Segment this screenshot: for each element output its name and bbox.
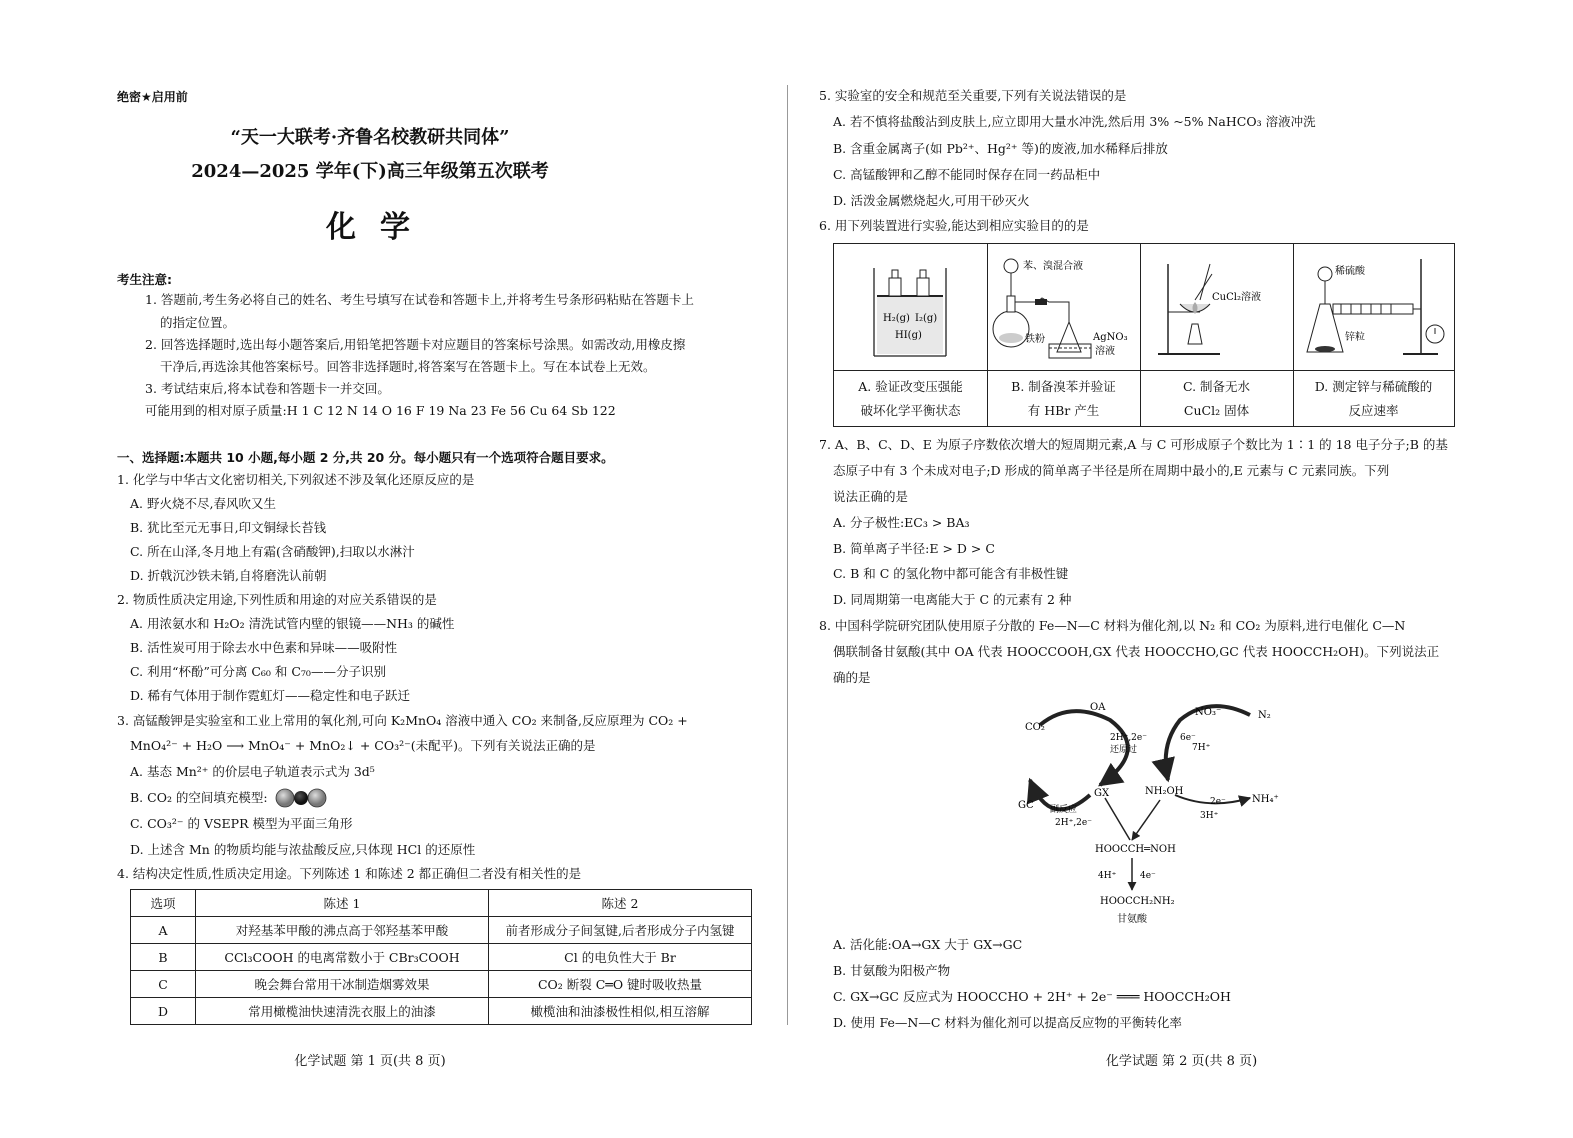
apparatus-label: 苯、溴混合液 (1023, 261, 1083, 272)
table-cell: 橄榄油和油漆极性相似,相互溶解 (489, 998, 752, 1025)
q8-reaction-diagram (1010, 700, 1290, 930)
notice-line: 的指定位置。 (160, 315, 236, 330)
question-stem: 说法正确的是 (833, 489, 909, 504)
question-option: A. 基态 Mn²⁺ 的价层电子轨道表示式为 3d⁵ (130, 764, 375, 779)
table-cell: Cl 的电负性大于 Br (489, 944, 752, 971)
question-option: A. 用浓氨水和 H₂O₂ 清洗试管内壁的银镜——NH₃ 的碱性 (130, 616, 455, 631)
question-option: B. 甘氨酸为阳极产物 (833, 963, 951, 978)
q6-option-b (987, 244, 1141, 426)
diagram-label: 还原过 (1110, 745, 1138, 755)
apparatus-label: H₂(g) (883, 313, 910, 324)
table-cell: C (131, 971, 196, 998)
question-option: D. 使用 Fe—N—C 材料为催化剂可以提高反应物的平衡转化率 (833, 1015, 1182, 1030)
table-cell: B (131, 944, 196, 971)
apparatus-label: 溶液 (1095, 346, 1115, 357)
notice-heading: 考生注意: (117, 272, 172, 287)
notice-line: 1. 答题前,考生务必将自己的姓名、考生号填写在试卷和答题卡上,并将考生号条形码粘贴在答题卡上 (145, 292, 694, 307)
q6-caption (1140, 370, 1293, 426)
question-stem: 3. 高锰酸钾是实验室和工业上常用的氧化剂,可向 K₂MnO₄ 溶液中通入 CO₂ 来制备,反应原理为 CO₂ + (117, 713, 688, 728)
apparatus-label: 铁粉 (1025, 334, 1045, 345)
q6-caption-line: 反应速率 (1348, 403, 1399, 418)
question-option: C. B 和 C 的氢化物中都可能含有非极性键 (833, 566, 1069, 581)
question-option: D. 活泼金属燃烧起火,可用干砂灭火 (833, 193, 1030, 208)
table-cell: CCl₃COOH 的电离常数小于 CBr₃COOH (196, 944, 489, 971)
notice-line: 2. 回答选择题时,选出每小题答案后,用铅笔把答题卡对应题目的答案标号涂黑。如需改动,用橡皮擦 (145, 337, 686, 352)
q6-option-a (834, 244, 988, 426)
diagram-label: OA (1090, 702, 1106, 713)
subject-title: 化学 (326, 210, 434, 245)
question-stem: MnO₄²⁻ + H₂O ⟶ MnO₄⁻ + MnO₂↓ + CO₃²⁻(未配平)。下列有关说法正确的是 (130, 738, 596, 753)
diagram-label: 7H⁺ (1192, 743, 1211, 753)
q6-caption-line: CuCl₂ 固体 (1183, 403, 1250, 418)
diagram-label: HOOCCH═NOH (1095, 844, 1176, 855)
apparatus-label: AgNO₃ (1093, 332, 1128, 343)
question-option: D. 同周期第一电离能大于 C 的元素有 2 种 (833, 592, 1072, 607)
exam-title-line1: “天一大联考·齐鲁名校教研共同体” (230, 127, 510, 148)
diagram-label: 2H⁺,2e⁻ (1055, 818, 1092, 828)
diagram-label: 副反应 (1050, 805, 1078, 815)
diagram-label: GX (1094, 788, 1110, 799)
diagram-label: 甘氨酸 (1117, 914, 1147, 925)
question-option: C. 高锰酸钾和乙醇不能同时保存在同一药品柜中 (833, 167, 1101, 182)
q6-caption (987, 370, 1140, 426)
question-option: D. 上述含 Mn 的物质均能与浓盐酸反应,只体现 HCl 的还原性 (130, 842, 476, 857)
question-stem: 6. 用下列装置进行实验,能达到相应实验目的的是 (819, 218, 1089, 233)
diagram-label: NO₃⁻ (1195, 707, 1222, 718)
table-header: 陈述 2 (489, 890, 752, 917)
question-option: A. 活化能:OA→GX 大于 GX→GC (833, 937, 1023, 952)
exam-title-line2: 2024—2025 学年(下)高三年级第五次联考 (191, 161, 549, 182)
question-stem: 4. 结构决定性质,性质决定用途。下列陈述 1 和陈述 2 都正确但二者没有相关性的是 (117, 866, 582, 881)
table-row (131, 944, 752, 971)
q6-option-c (1140, 244, 1294, 426)
q6-apparatus-table (833, 243, 1455, 427)
notice-line: 干净后,再选涂其他答案标号。回答非选择题时,将答案写在答题卡上。写在本试卷上无效。 (160, 359, 656, 374)
section-heading: 一、选择题:本题共 10 小题,每小题 2 分,共 20 分。每小题只有一个选项符合题目要求。 (117, 450, 614, 465)
apparatus-label: 稀硫酸 (1335, 266, 1365, 277)
diagram-label: 4e⁻ (1140, 871, 1156, 881)
diagram-label: CO₂ (1025, 722, 1045, 733)
q6-caption-line: 有 HBr 产生 (1027, 403, 1100, 418)
table-cell: A (131, 917, 196, 944)
diagram-label: HOOCCH₂NH₂ (1100, 896, 1175, 907)
question-stem: 偶联制备甘氨酸(其中 OA 代表 HOOCCOOH,GX 代表 HOOCCHO,GC 代表 HOOCCH₂OH)。下列说法正 (833, 644, 1440, 659)
diagram-label: 4H⁺ (1098, 871, 1117, 881)
apparatus-label: CuCl₂溶液 (1212, 292, 1261, 303)
diagram-label: 6e⁻ (1180, 733, 1196, 743)
q6-caption-line: D. 测定锌与稀硫酸的 (1314, 379, 1433, 394)
notice-line: 3. 考试结束后,将本试卷和答题卡一并交回。 (145, 381, 390, 396)
atomic-mass-line: 可能用到的相对原子质量:H 1 C 12 N 14 O 16 F 19 Na 23 Fe 56 Cu 64 Sb 122 (145, 403, 616, 418)
q6-caption-line: B. 制备溴苯并验证 (1011, 379, 1116, 394)
co2-space-filling-model (275, 788, 327, 808)
table-row (131, 998, 752, 1025)
question-option: A. 若不慎将盐酸沾到皮肤上,应立即用大量水冲洗,然后用 3% ~5% NaHCO₃ 溶液冲洗 (833, 114, 1316, 129)
table-header: 陈述 1 (196, 890, 489, 917)
page-footer: 化学试题 第 1 页(共 8 页) (294, 1054, 446, 1069)
q6-caption-line: A. 验证改变压强能 (858, 379, 963, 394)
rate-measurement-apparatus-icon (1293, 244, 1454, 370)
q6-option-d (1293, 244, 1454, 426)
question-option: B. 简单离子半径:E > D > C (833, 541, 995, 556)
diagram-label: 2H⁺,2e⁻ (1110, 733, 1147, 743)
question-option: A. 野火烧不尽,春风吹又生 (130, 496, 276, 511)
table-cell: CO₂ 断裂 C═O 键时吸收热量 (489, 971, 752, 998)
question-stem: 1. 化学与中华古文化密切相关,下列叙述不涉及氧化还原反应的是 (117, 472, 475, 487)
table-cell: 对羟基苯甲酸的沸点高于邻羟基苯甲酸 (196, 917, 489, 944)
question-option: B. CO₂ 的空间填充模型: (130, 790, 268, 805)
diagram-label: NH₄⁺ (1252, 794, 1279, 805)
question-stem: 确的是 (833, 670, 871, 685)
question-option: C. 所在山泽,冬月地上有霜(含硝酸钾),扫取以水淋汁 (130, 544, 415, 559)
question-option: B. 活性炭可用于除去水中色素和异味——吸附性 (130, 640, 398, 655)
question-option: D. 折戟沉沙铁未销,自将磨洗认前朝 (130, 568, 327, 583)
table-cell: 晚会舞台常用干冰制造烟雾效果 (196, 971, 489, 998)
question-option: C. 利用“杯酚”可分离 C₆₀ 和 C₇₀——分子识别 (130, 664, 386, 679)
question-stem: 5. 实验室的安全和规范至关重要,下列有关说法错误的是 (819, 88, 1127, 103)
q6-caption (1293, 370, 1454, 426)
question-option: C. CO₃²⁻ 的 VSEPR 模型为平面三角形 (130, 816, 353, 831)
table-cell: 常用橄榄油快速清洗衣服上的油漆 (196, 998, 489, 1025)
bromobenzene-apparatus-icon (987, 244, 1140, 370)
question-stem: 7. A、B、C、D、E 为原子序数依次增大的短周期元素,A 与 C 可形成原子个数比为 1∶1 的 18 电子分子;B 的基 (819, 437, 1448, 452)
question-option: A. 分子极性:EC₃ > BA₃ (833, 515, 970, 530)
apparatus-label: I₂(g) (915, 313, 938, 324)
table-row (131, 917, 752, 944)
evaporation-apparatus-icon (1140, 244, 1293, 370)
table-cell: D (131, 998, 196, 1025)
diagram-label: GC (1018, 800, 1034, 811)
apparatus-label: 锌粒 (1345, 332, 1365, 343)
question-stem: 态原子中有 3 个未成对电子;D 形成的简单离子半径是所在周期中最小的,E 元素与 C 元素同族。下列 (833, 463, 1390, 478)
question-option: C. GX→GC 反应式为 HOOCCHO + 2H⁺ + 2e⁻ ═══ HOOCCH₂OH (833, 989, 1231, 1004)
table-row (131, 971, 752, 998)
diagram-label: 3H⁺ (1200, 811, 1219, 821)
table-cell: 前者形成分子间氢键,后者形成分子内氢键 (489, 917, 752, 944)
q6-caption (834, 370, 987, 426)
q6-caption-line: C. 制备无水 (1182, 379, 1251, 394)
question-option: D. 稀有气体用于制作霓虹灯——稳定性和电子跃迁 (130, 688, 411, 703)
secret-label: 绝密★启用前 (117, 90, 188, 104)
question-stem: 2. 物质性质决定用途,下列性质和用途的对应关系错误的是 (117, 592, 437, 607)
question-option: B. 犹比至元无事日,印文铜绿长苔钱 (130, 520, 327, 535)
pressure-cylinder-icon (834, 244, 987, 370)
diagram-label: 2e⁻ (1210, 797, 1226, 807)
diagram-label: NH₂OH (1145, 786, 1184, 797)
q4-table (130, 889, 752, 1025)
question-stem: 8. 中国科学院研究团队使用原子分散的 Fe—N—C 材料为催化剂,以 N₂ 和 CO₂ 为原料,进行电催化 C—N (819, 618, 1406, 633)
question-option: B. 含重金属离子(如 Pb²⁺、Hg²⁺ 等)的废液,加水稀释后排放 (833, 141, 1168, 156)
apparatus-label: HI(g) (895, 330, 922, 341)
table-header: 选项 (131, 890, 196, 917)
diagram-label: N₂ (1258, 710, 1271, 721)
q6-caption-line: 破坏化学平衡状态 (860, 403, 961, 418)
page-footer: 化学试题 第 2 页(共 8 页) (1105, 1054, 1258, 1069)
table-header-row (131, 890, 752, 917)
